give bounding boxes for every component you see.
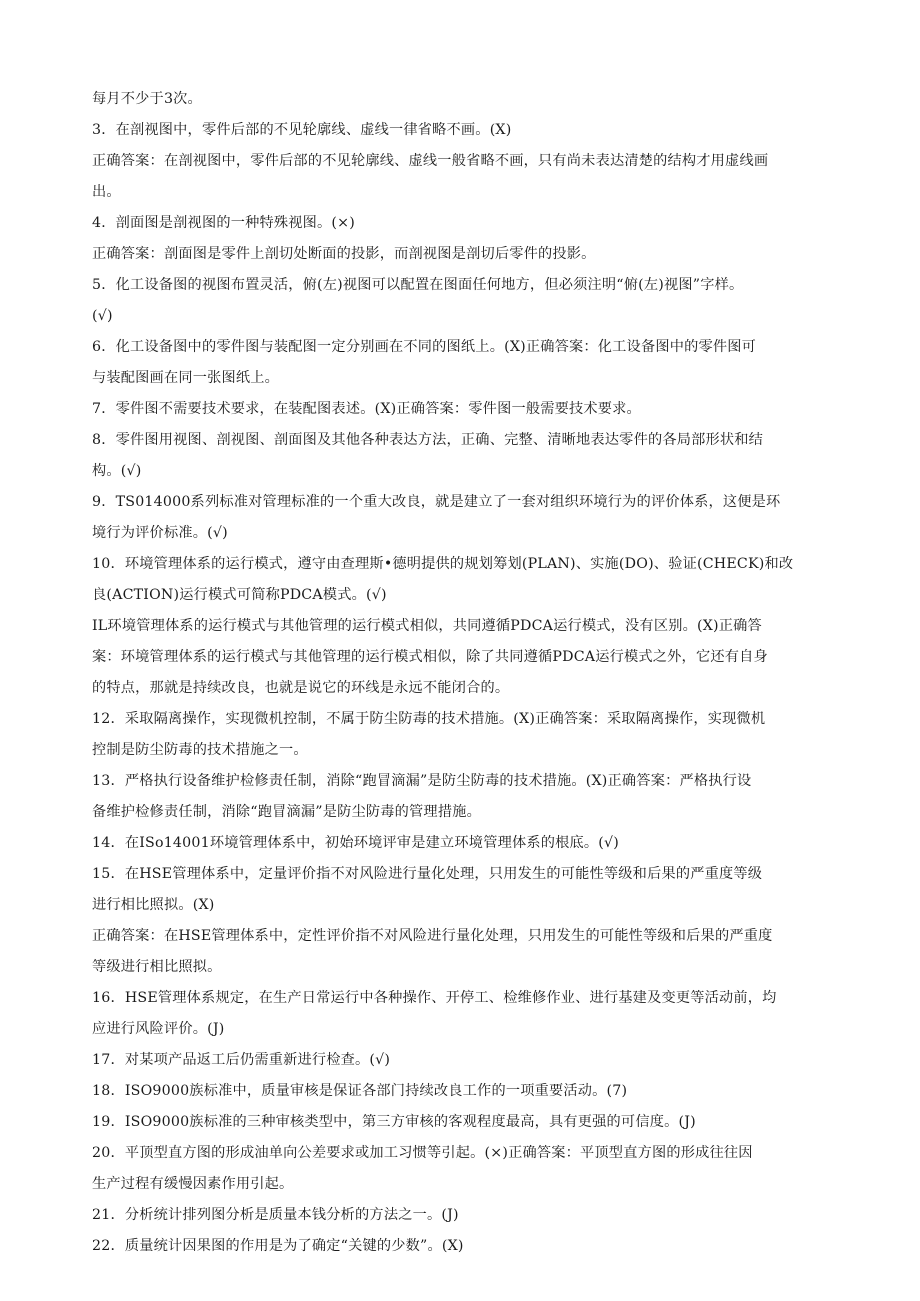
text-line: 应进行风险评价。(J) <box>92 1021 225 1037</box>
text-line: 境行为评价标准。(√) <box>92 525 228 541</box>
text-line: 生产过程有缓慢因素作用引起。 <box>92 1176 294 1192</box>
text-line: 每月不少于3次。 <box>92 91 202 107</box>
answer-3: 正确答案：在剖视图中，零件后部的不见轮廓线、虚线一般省略不画，只有尚未表达清楚的结构才用虚线画 <box>92 153 769 169</box>
question-6: 6．化工设备图中的零件图与装配图一定分别画在不同的图纸上。(X)正确答案：化工设备图中的零件图可 <box>92 339 757 355</box>
question-21: 21．分析统计排列图分析是质量本钱分析的方法之一。(J) <box>92 1207 459 1223</box>
text-line: 构。(√) <box>92 463 142 479</box>
text-line: 良(ACTION)运行模式可简称PDCA模式。(√) <box>92 587 387 603</box>
answer-15: 正确答案：在HSE管理体系中，定性评价指不对风险进行量化处理，只用发生的可能性等级和后果的严重度 <box>92 928 773 944</box>
question-7: 7．零件图不需要技术要求，在装配图表述。(X)正确答案：零件图一般需要技术要求。 <box>92 401 641 417</box>
question-4: 4．剖面图是剖视图的一种特殊视图。(×) <box>92 215 355 231</box>
text-line: 与装配图画在同一张图纸上。 <box>92 370 280 386</box>
question-18: 18．ISO9000族标准中，质量审核是保证各部门持续改良工作的一项重要活动。(7) <box>92 1083 628 1099</box>
question-15: 15．在HSE管理体系中，定量评价指不对风险进行量化处理，只用发生的可能性等级和后果的严重度等级 <box>92 866 763 882</box>
question-13: 13．严格执行设备维护检修责任制，消除“跑冒滴漏”是防尘防毒的技术措施。(X)正确答案：严格执行设 <box>92 773 752 789</box>
question-3: 3．在剖视图中，零件后部的不见轮廓线、虚线一律省略不画。(X) <box>92 122 512 138</box>
document-body <box>92 84 828 1262</box>
question-20: 20．平顶型直方图的形成油单向公差要求或加工习惯等引起。(×)正确答案：平顶型直方图的形成往往因 <box>92 1145 753 1161</box>
question-12: 12．采取隔离操作，实现微机控制，不属于防尘防毒的技术措施。(X)正确答案：采取隔离操作，实现微机 <box>92 711 766 727</box>
question-19: 19．ISO9000族标准的三种审核类型中，第三方审核的客观程度最高，具有更强的可信度。(J) <box>92 1114 696 1130</box>
answer-11: 案：环境管理体系的运行模式与其他管理的运行模式相似，除了共同遵循PDCA运行模式之外，它还有自身 <box>92 649 768 665</box>
question-14: 14．在ISo14001环境管理体系中，初始环境评审是建立环境管理体系的根底。(√) <box>92 835 620 851</box>
question-17: 17．对某项产品返工后仍需重新进行检查。(√) <box>92 1052 391 1068</box>
text-line: 控制是防尘防毒的技术措施之一。 <box>92 742 308 758</box>
question-10: 10．环境管理体系的运行模式，遵守由查理斯•德明提供的规划筹划(PLAN)、实施(DO)、验证(CHECK)和改 <box>92 556 794 572</box>
text-line: 等级进行相比照拟。 <box>92 959 222 975</box>
question-8: 8．零件图用视图、剖视图、剖面图及其他各种表达方法，正确、完整、清晰地表达零件的各局部形状和结 <box>92 432 764 448</box>
question-16: 16．HSE管理体系规定，在生产日常运行中各种操作、开停工、检维修作业、进行基建及变更等活动前，均 <box>92 990 777 1006</box>
text-line: 的特点，那就是持续改良，也就是说它的环线是永远不能闭合的。 <box>92 680 510 696</box>
question-5: 5．化工设备图的视图布置灵活，俯(左)视图可以配置在图面任何地方，但必须注明“俯(左)视图”字样。 <box>92 277 744 293</box>
text-line: (√) <box>92 308 113 324</box>
question-9: 9．TS014000系列标准对管理标准的一个重大改良，就是建立了一套对组织环境行为的评价体系，这便是环 <box>92 494 781 510</box>
text-line: 备维护检修责任制，消除“跑冒滴漏”是防尘防毒的管理措施。 <box>92 804 481 820</box>
question-11: IL环境管理体系的运行模式与其他管理的运行模式相似，共同遵循PDCA运行模式，没有区别。(X)正确答 <box>92 618 762 634</box>
answer-4: 正确答案：剖面图是零件上剖切处断面的投影，而剖视图是剖切后零件的投影。 <box>92 246 596 262</box>
question-22: 22．质量统计因果图的作用是为了确定“关键的少数”。(X) <box>92 1238 464 1254</box>
text-line: 出。 <box>92 184 121 200</box>
text-line: 进行相比照拟。(X) <box>92 897 215 913</box>
